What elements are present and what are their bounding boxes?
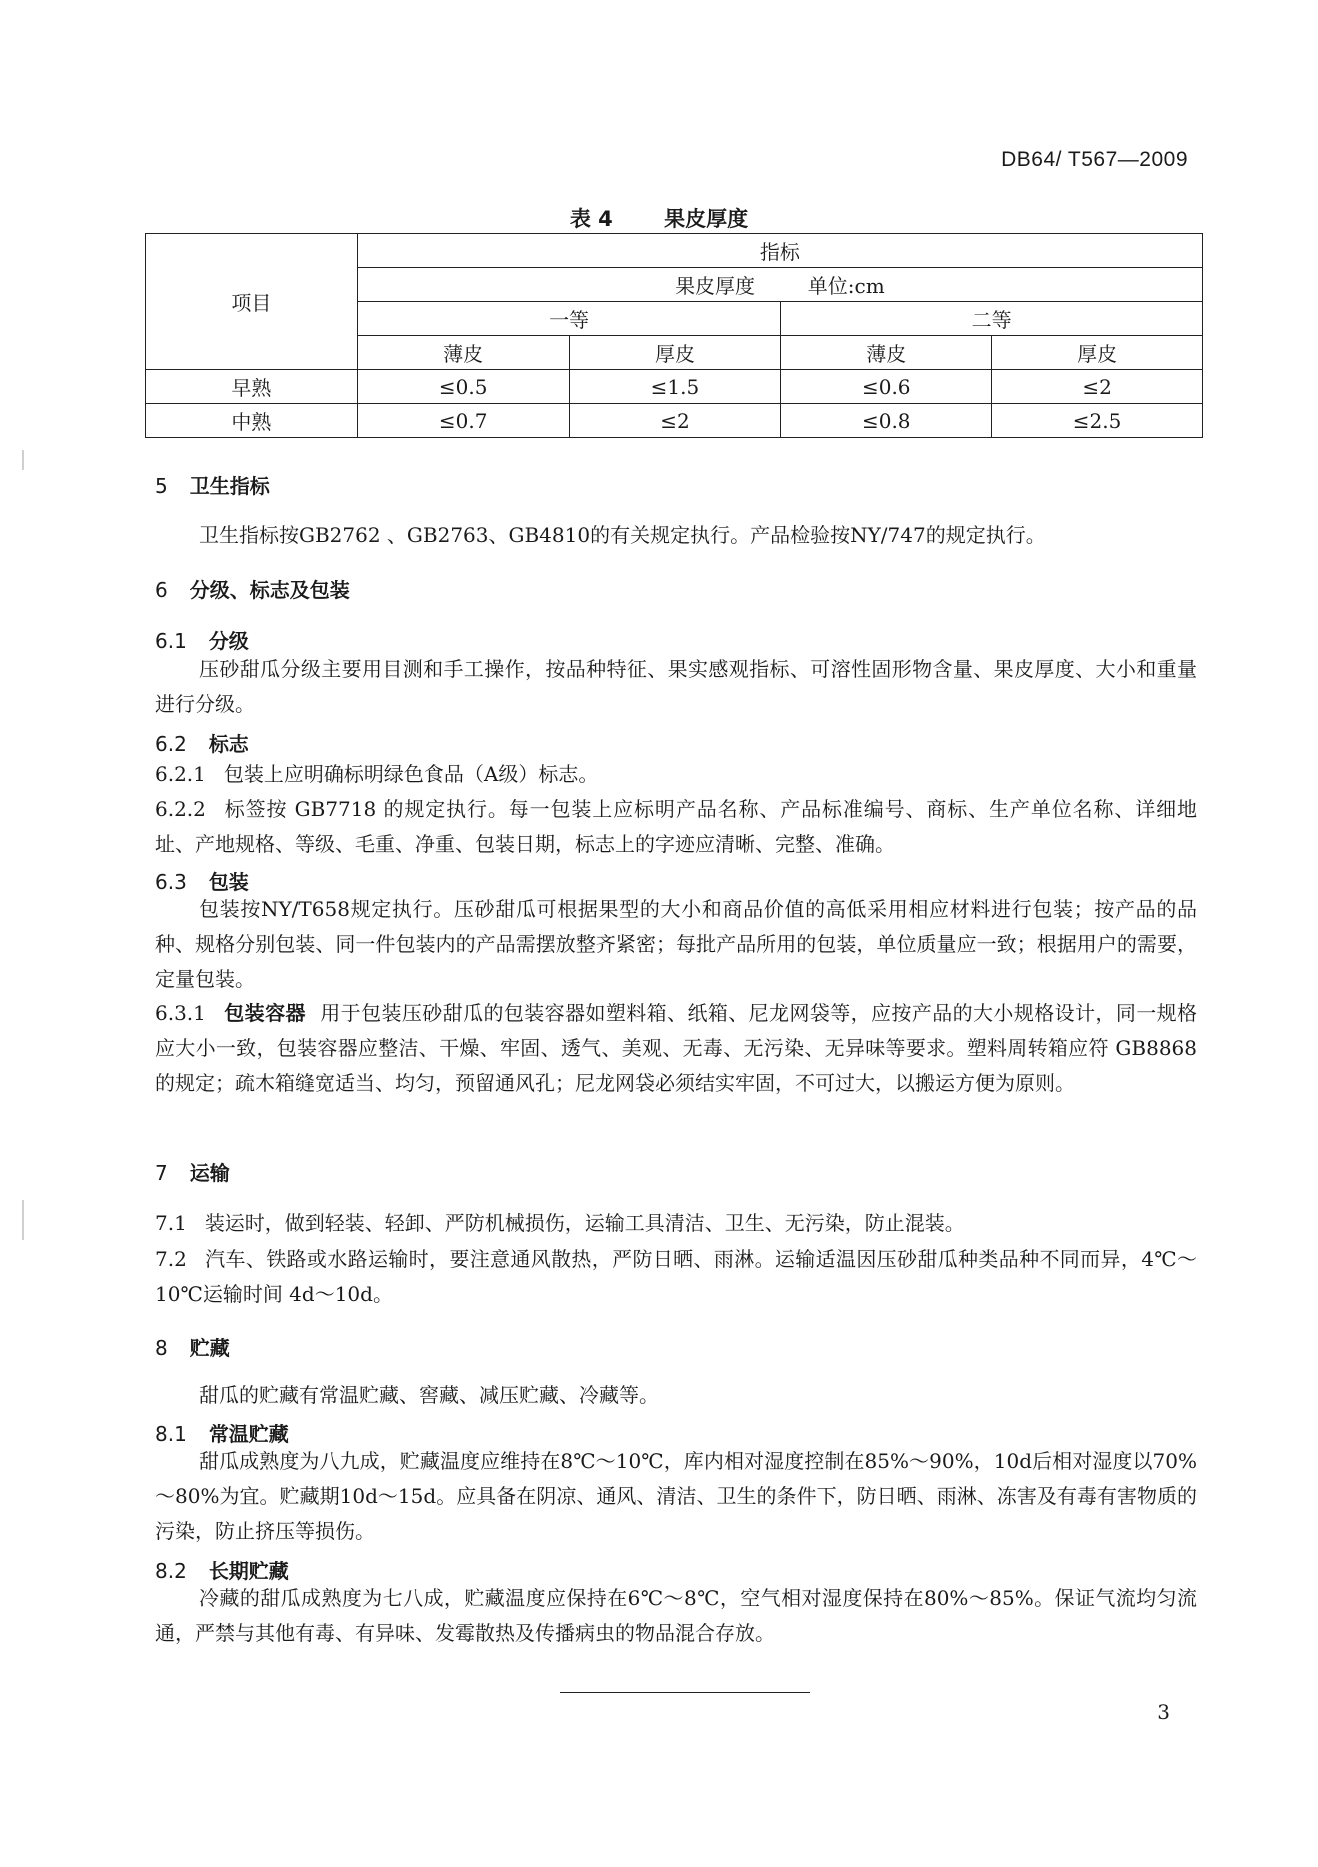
table-caption-title: 果皮厚度 (664, 207, 749, 231)
unit-label: 单位:cm (807, 274, 885, 298)
table-cell: ≤2 (992, 370, 1203, 404)
table-cell: ≤2.5 (992, 404, 1203, 438)
section-8-2-heading: 8.2 长期贮藏 (155, 1559, 289, 1583)
table-caption-number: 表 4 (569, 207, 613, 231)
table-cell: ≤0.5 (357, 370, 569, 404)
indicator-header: 指标 (357, 234, 1202, 268)
scan-artifact (22, 450, 24, 470)
section-7-2-text: 7.2 汽车、铁路或水路运输时，要注意通风散热，严防日晒、雨淋。运输适温因压砂甜瓜种类品种不同而异，4℃～10℃运输时间 4d～10d。 (155, 1247, 1197, 1306)
section-5-text: 卫生指标按GB2762 、GB2763、GB4810的有关规定执行。产品检验按NY/747的规定执行。 (199, 523, 1046, 547)
section-8-2-text: 冷藏的甜瓜成熟度为七八成，贮藏温度应保持在6℃～8℃，空气相对湿度保持在80%～85%。保证气流均匀流通，严禁与其他有毒、有异味、发霉散热及传播病虫的物品混合存放。 (155, 1586, 1197, 1645)
section-7-1-text: 7.1 装运时，做到轻装、轻卸、严防机械损伤，运输工具清洁、卫生、无污染，防止混装。 (155, 1211, 965, 1235)
section-5-heading: 5 卫生指标 (155, 474, 270, 498)
section-6-1-heading: 6.1 分级 (155, 629, 249, 653)
section-6-2-2-text: 6.2.2 标签按 GB7718 的规定执行。每一包装上应标明产品名称、产品标准编号、商标、生产单位名称、详细地址、产地规格、等级、毛重、净重、包装日期，标志上的字迹应清晰、完整、准确。 (155, 797, 1197, 856)
table-cell: ≤0.7 (357, 404, 569, 438)
rind-thickness-table (145, 233, 1203, 438)
table-cell: ≤1.5 (569, 370, 781, 404)
thickness-label: 果皮厚度 (675, 274, 756, 298)
section-6-3-text: 包装按NY/T658规定执行。压砂甜瓜可根据果型的大小和商品价值的高低采用相应材料进行包装；按产品的品种、规格分别包装、同一件包装内的产品需摆放整齐紧密；每批产品所用的包装，单位质量应一致；根据用户的需要，定量包装。 (155, 897, 1197, 991)
thickness-unit-header (357, 268, 1202, 302)
grade-1-header: 一等 (357, 302, 781, 336)
section-6-2-1-text: 6.2.1 包装上应明确标明绿色食品（A级）标志。 (155, 762, 599, 786)
table-caption (0, 203, 1318, 233)
scan-artifact (22, 1200, 24, 1240)
row-label: 早熟 (146, 370, 358, 404)
section-6-2-heading: 6.2 标志 (155, 732, 249, 756)
section-6-1-text: 压砂甜瓜分级主要用目测和手工操作，按品种特征、果实感观指标、可溶性固形物含量、果皮厚度、大小和重量进行分级。 (155, 657, 1197, 716)
section-8-heading: 8 贮藏 (155, 1336, 230, 1360)
page-number: 3 (1157, 1700, 1170, 1724)
subheader-thick: 厚皮 (992, 336, 1203, 370)
table-row (146, 370, 1203, 404)
standard-code: DB64/ T567—2009 (1001, 148, 1188, 171)
grade-2-header: 二等 (781, 302, 1203, 336)
section-8-text: 甜瓜的贮藏有常温贮藏、窖藏、减压贮藏、冷藏等。 (199, 1383, 659, 1407)
subheader-thick: 厚皮 (569, 336, 781, 370)
table-cell: ≤2 (569, 404, 781, 438)
subheader-thin: 薄皮 (357, 336, 569, 370)
subheader-thin: 薄皮 (781, 336, 992, 370)
table-cell: ≤0.6 (781, 370, 992, 404)
item-header: 项目 (146, 234, 358, 370)
section-6-3-heading: 6.3 包装 (155, 870, 249, 894)
section-7-heading: 7 运输 (155, 1161, 230, 1185)
section-6-heading: 6 分级、标志及包装 (155, 578, 350, 602)
section-8-1-text: 甜瓜成熟度为八九成，贮藏温度应维持在8℃～10℃，库内相对湿度控制在85%～90%，10d后相对湿度以70%～80%为宜。贮藏期10d～15d。应具备在阴凉、通风、清洁、卫生的条件下，防日晒、雨淋、冻害及有毒有害物质的污染，防止挤压等损伤。 (155, 1449, 1197, 1543)
table-row (146, 404, 1203, 438)
section-8-1-heading: 8.1 常温贮藏 (155, 1422, 289, 1446)
table-cell: ≤0.8 (781, 404, 992, 438)
section-6-3-1-text: 6.3.1 包装容器 用于包装压砂甜瓜的包装容器如塑料箱、纸箱、尼龙网袋等，应按产品的大小规格设计，同一规格应大小一致，包装容器应整洁、干燥、牢固、透气、美观、无毒、无污染、无异味等要求。塑料周转箱应符 GB8868 的规定；疏木箱缝宽适当、均匀，预留通风孔；尼龙网袋必须结实牢固，不可过大，以搬运方便为原则。 (155, 1001, 1198, 1095)
row-label: 中熟 (146, 404, 358, 438)
footer-rule (560, 1692, 810, 1693)
